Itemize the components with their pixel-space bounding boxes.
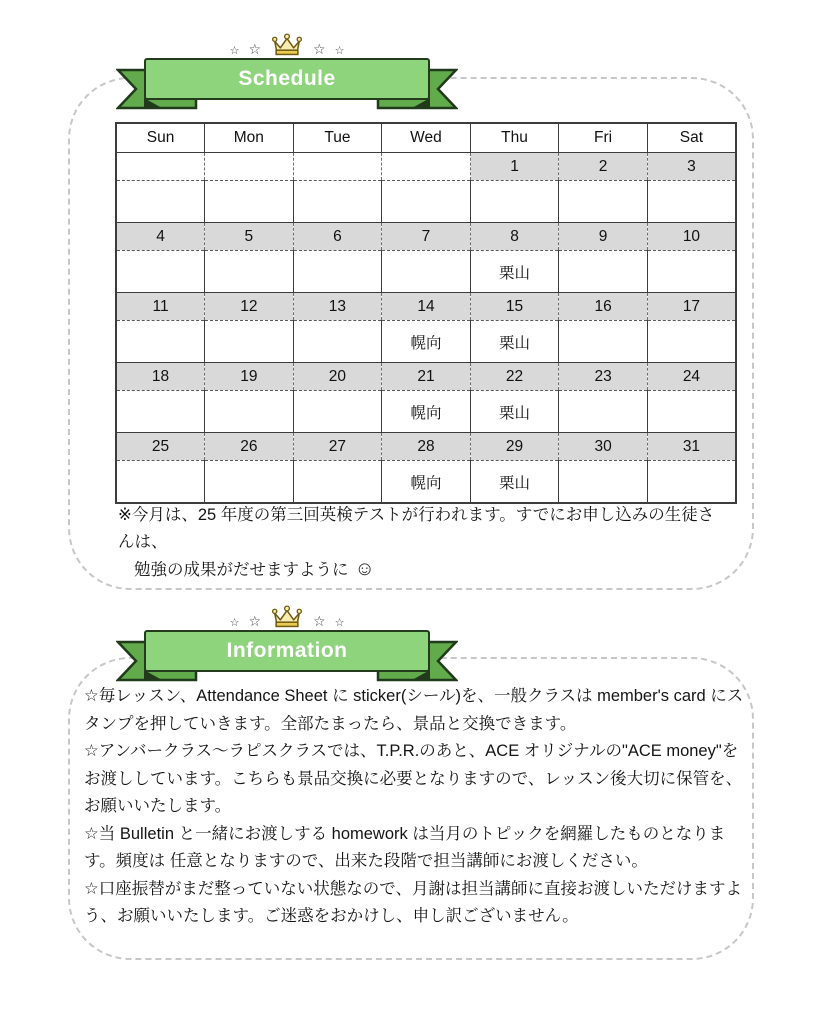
event-cell bbox=[382, 181, 471, 223]
event-cell bbox=[559, 461, 648, 504]
date-cell: 20 bbox=[293, 363, 382, 391]
date-cell: 18 bbox=[116, 363, 205, 391]
date-cell: 15 bbox=[470, 293, 559, 321]
information-banner-label: Information bbox=[226, 639, 348, 662]
crown-icon bbox=[270, 32, 304, 58]
event-cell bbox=[559, 391, 648, 433]
date-cell: 26 bbox=[205, 433, 294, 461]
event-cell bbox=[293, 251, 382, 293]
day-header-cell: Wed bbox=[382, 123, 471, 153]
date-cell bbox=[293, 153, 382, 181]
day-header-cell: Tue bbox=[293, 123, 382, 153]
date-cell: 1 bbox=[470, 153, 559, 181]
event-cell bbox=[205, 321, 294, 363]
event-cell bbox=[293, 321, 382, 363]
info-item-attendance: ☆毎レッスン、Attendance Sheet に sticker(シール)を、一般クラスは member's card にスタンプを押していきます。全部たまったら、景品と交換できます。 bbox=[84, 687, 744, 733]
smiley-face-icon: ☺ bbox=[354, 558, 375, 580]
event-cell bbox=[293, 391, 382, 433]
event-cell: 栗山 bbox=[470, 391, 559, 433]
date-cell bbox=[382, 153, 471, 181]
event-cell: 幌向 bbox=[382, 391, 471, 433]
date-cell: 23 bbox=[559, 363, 648, 391]
date-cell: 19 bbox=[205, 363, 294, 391]
event-cell bbox=[647, 391, 736, 433]
calendar-header-row bbox=[116, 123, 736, 153]
event-cell bbox=[559, 321, 648, 363]
event-cell bbox=[205, 251, 294, 293]
week5-date-row bbox=[116, 433, 736, 461]
event-cell bbox=[116, 321, 205, 363]
event-cell bbox=[116, 391, 205, 433]
date-cell: 8 bbox=[470, 223, 559, 251]
date-cell: 9 bbox=[559, 223, 648, 251]
day-header-cell: Mon bbox=[205, 123, 294, 153]
eiken-note bbox=[118, 502, 730, 584]
information-banner bbox=[116, 613, 458, 688]
date-cell: 16 bbox=[559, 293, 648, 321]
note-line-1: ※今月は、25 年度の第三回英検テストが行われます。すでにお申し込みの生徒さんは、 bbox=[118, 506, 715, 551]
crown-decoration bbox=[144, 30, 430, 58]
date-cell: 14 bbox=[382, 293, 471, 321]
week1-date-row bbox=[116, 153, 736, 181]
event-cell bbox=[647, 181, 736, 223]
day-header-cell: Fri bbox=[559, 123, 648, 153]
event-cell: 栗山 bbox=[470, 321, 559, 363]
information-banner-band bbox=[144, 630, 430, 672]
event-cell bbox=[647, 251, 736, 293]
info-item-ace-money: ☆アンバークラス〜ラピスクラスでは、T.P.R.のあと、ACE オリジナルの"ACE money"をお渡ししています。こちらも景品交換に必要となりますので、レッスン後大切に保管を、お願いいたします。 bbox=[84, 742, 743, 815]
date-cell: 7 bbox=[382, 223, 471, 251]
date-cell: 25 bbox=[116, 433, 205, 461]
schedule-banner-band bbox=[144, 58, 430, 100]
week3-date-row bbox=[116, 293, 736, 321]
date-cell: 11 bbox=[116, 293, 205, 321]
date-cell: 10 bbox=[647, 223, 736, 251]
event-cell bbox=[559, 251, 648, 293]
event-cell bbox=[293, 461, 382, 504]
week4-date-row bbox=[116, 363, 736, 391]
date-cell: 22 bbox=[470, 363, 559, 391]
date-cell: 6 bbox=[293, 223, 382, 251]
date-cell: 12 bbox=[205, 293, 294, 321]
date-cell: 29 bbox=[470, 433, 559, 461]
day-header-cell: Sat bbox=[647, 123, 736, 153]
event-cell bbox=[293, 181, 382, 223]
date-cell: 5 bbox=[205, 223, 294, 251]
event-cell bbox=[382, 251, 471, 293]
day-header-cell: Thu bbox=[470, 123, 559, 153]
date-cell: 24 bbox=[647, 363, 736, 391]
date-cell: 21 bbox=[382, 363, 471, 391]
star-icon: ☆ bbox=[313, 613, 326, 629]
note-line-2 bbox=[118, 556, 730, 584]
star-icon: ☆ bbox=[229, 617, 240, 629]
event-cell bbox=[647, 321, 736, 363]
event-cell bbox=[116, 251, 205, 293]
date-cell: 31 bbox=[647, 433, 736, 461]
event-cell: 栗山 bbox=[470, 461, 559, 504]
date-cell bbox=[116, 153, 205, 181]
event-cell: 幌向 bbox=[382, 461, 471, 504]
date-cell: 17 bbox=[647, 293, 736, 321]
date-cell: 4 bbox=[116, 223, 205, 251]
star-icon: ☆ bbox=[334, 617, 345, 629]
star-icon: ☆ bbox=[334, 45, 345, 57]
week3-event-row bbox=[116, 321, 736, 363]
info-item-homework: ☆当 Bulletin と一緒にお渡しする homework は当月のトピックを網羅したものとなります。頻度は 任意となりますので、出来た段階で担当講師にお渡しください。 bbox=[84, 824, 726, 870]
event-cell bbox=[205, 181, 294, 223]
date-cell: 2 bbox=[559, 153, 648, 181]
week2-event-row bbox=[116, 251, 736, 293]
star-icon: ☆ bbox=[248, 41, 261, 57]
schedule-calendar bbox=[115, 122, 737, 504]
event-cell bbox=[647, 461, 736, 504]
crown-decoration bbox=[144, 602, 430, 630]
event-cell: 栗山 bbox=[470, 251, 559, 293]
date-cell: 30 bbox=[559, 433, 648, 461]
star-icon: ☆ bbox=[229, 45, 240, 57]
date-cell: 3 bbox=[647, 153, 736, 181]
day-header-cell: Sun bbox=[116, 123, 205, 153]
date-cell bbox=[205, 153, 294, 181]
star-icon: ☆ bbox=[313, 41, 326, 57]
week4-event-row bbox=[116, 391, 736, 433]
date-cell: 27 bbox=[293, 433, 382, 461]
schedule-banner-label: Schedule bbox=[238, 67, 336, 90]
date-cell: 28 bbox=[382, 433, 471, 461]
event-cell bbox=[470, 181, 559, 223]
week2-date-row bbox=[116, 223, 736, 251]
schedule-banner bbox=[116, 41, 458, 116]
information-text bbox=[84, 683, 750, 931]
event-cell bbox=[205, 391, 294, 433]
date-cell: 13 bbox=[293, 293, 382, 321]
event-cell bbox=[116, 181, 205, 223]
event-cell: 幌向 bbox=[382, 321, 471, 363]
event-cell bbox=[116, 461, 205, 504]
week5-event-row bbox=[116, 461, 736, 504]
event-cell bbox=[205, 461, 294, 504]
note-line-2-text: 勉強の成果がだせますように bbox=[134, 561, 349, 579]
crown-icon bbox=[270, 604, 304, 630]
info-item-tuition: ☆口座振替がまだ整っていない状態なので、月謝は担当講師に直接お渡しいただけますよう、お願いいたします。ご迷惑をおかけし、申し訳ございません。 bbox=[84, 879, 742, 925]
star-icon: ☆ bbox=[248, 613, 261, 629]
event-cell bbox=[559, 181, 648, 223]
week1-event-row bbox=[116, 181, 736, 223]
